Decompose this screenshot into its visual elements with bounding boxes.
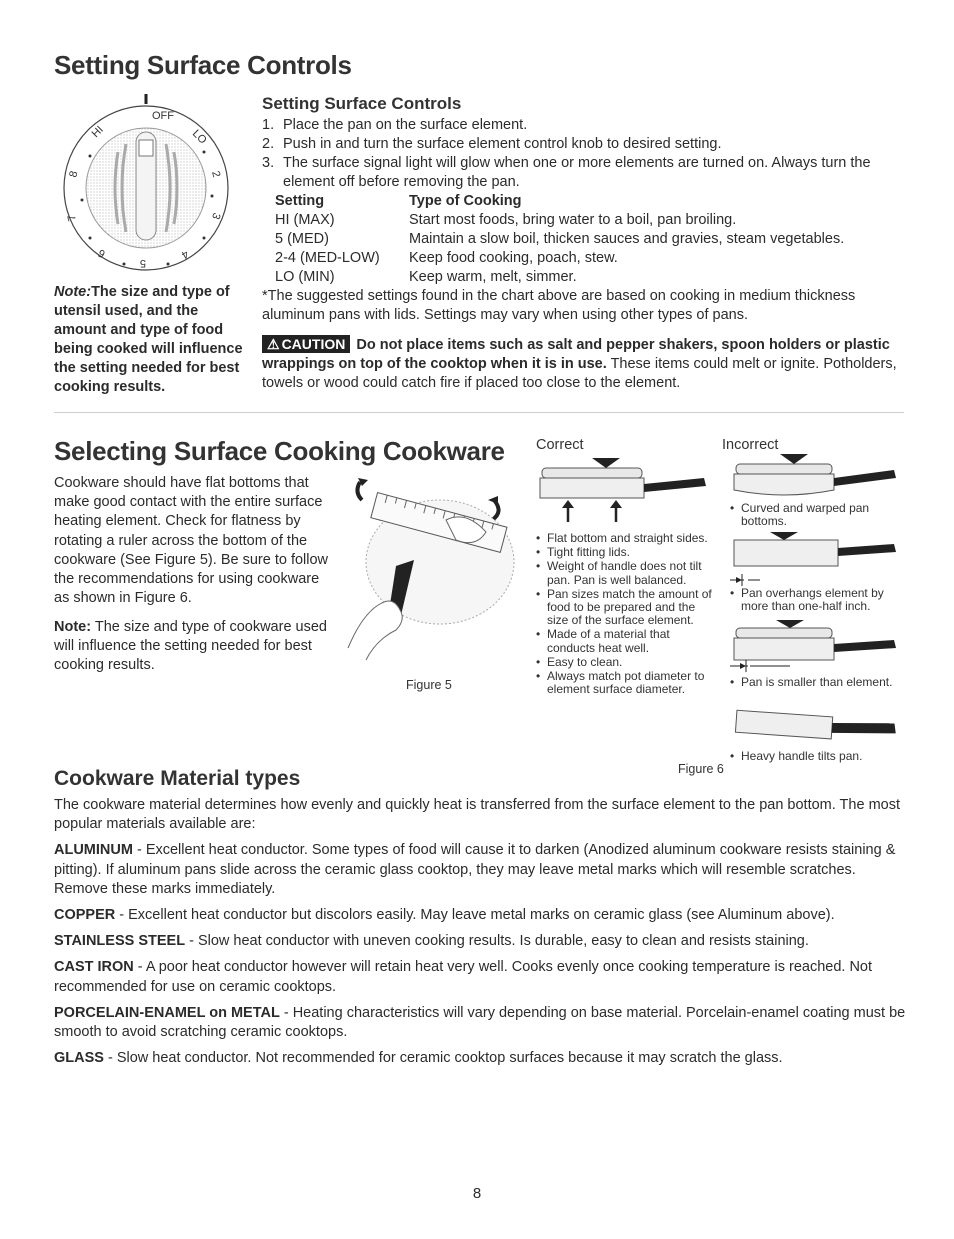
step-item: 2. Push in and turn the surface element control knob to desired setting. — [262, 136, 722, 152]
table-row: 5 (MED) Maintain a slow boil, thicken sauces and gravies, steam vegetables. — [275, 231, 845, 247]
material-porcelain-enamel: PORCELAIN-ENAMEL on METAL - Heating characteristics will vary depending on base material. Porcelain-enamel coating must be smooth to avoid scratching ceramic cooktops. — [54, 1004, 906, 1041]
incorrect-pan-overhang-illustration — [730, 530, 900, 586]
setting-steps-list — [262, 116, 902, 192]
list-item: • Weight of handle does not tilt pan. Pan is well balanced. — [536, 560, 714, 586]
step-item: 1. Place the pan on the surface element. — [262, 117, 528, 133]
knob-label-2: 2 — [209, 169, 223, 179]
incorrect-pan-warped-illustration — [730, 452, 900, 500]
incorrect-item-1 — [730, 502, 900, 529]
cookware-intro-paragraph: Cookware should have flat bottoms that make good contact with the entire surface heating element. Check for flatness by rotating a ruler across the bottom of the cookware (See Figure 5). Be sure to follow the recommendations for using cookware as shown in Figure 6. — [54, 475, 329, 607]
warning-icon: ⚠ — [267, 336, 280, 352]
material-stainless-steel: STAINLESS STEEL - Slow heat conductor with uneven cooking results. Is durable, easy to clean and resists staining. — [54, 933, 809, 950]
material-aluminum: ALUMINUM - Excellent heat conductor. Some types of food will cause it to darken (Anodized aluminum cookware resists staining & pitting). If aluminum pans slide across the ceramic glass cooktop, they may leave metal marks which will resemble scratches. Remove these marks immediately. — [54, 842, 896, 897]
setting-steps-block — [262, 116, 902, 393]
caution-block — [262, 335, 902, 393]
table-row: HI (MAX) Start most foods, bring water to a boil, pan broiling. — [275, 212, 737, 228]
list-item: • Pan sizes match the amount of food to be prepared and the size of the surface element. — [536, 588, 714, 628]
list-item: • Tight fitting lids. — [536, 546, 714, 559]
knob-label-5: 5 — [139, 257, 146, 269]
knob-label-6: 6 — [96, 246, 108, 260]
figure5-label: Figure 5 — [406, 678, 452, 692]
step-item: 3. The surface signal light will glow when one or more elements are turned on. Always turn the element off before removing the pan. — [262, 155, 871, 190]
caution-text: These items could melt or ignite. Potholders, towels or wood could catch fire if placed too close to the element. — [262, 356, 897, 391]
setting-table-header: Setting Type of Cooking — [275, 193, 522, 209]
knob-label-4: 4 — [179, 247, 191, 261]
section-title-selecting-cookware: Selecting Surface Cooking Cookware — [54, 436, 505, 466]
figure6-label: Figure 6 — [678, 762, 724, 776]
caution-bold-text: Do not place items such as salt and pepper shakers, spoon holders or plastic wrappings on top of the cooktop when it is in use. — [262, 337, 890, 372]
correct-list — [536, 532, 714, 697]
table-row: LO (MIN) Keep warm, melt, simmer. — [275, 269, 577, 285]
knob-label-lo: LO — [189, 127, 209, 147]
material-cast-iron: CAST IRON - A poor heat conductor however will retain heat very well. Cooks evenly once cooking temperature is reached. Not recommended for use on ceramic cooktops. — [54, 959, 873, 995]
knob-label-7: 7 — [65, 213, 79, 223]
subsection-title-setting-surface-controls: Setting Surface Controls — [262, 94, 462, 113]
incorrect-item-4 — [730, 750, 900, 764]
figure5-ruler-illustration — [336, 470, 522, 670]
list-item: • Heavy handle tilts pan. — [730, 750, 900, 763]
incorrect-heading: Incorrect — [722, 437, 779, 453]
section-divider — [54, 412, 904, 413]
setting-table — [262, 192, 902, 287]
caution-badge: ⚠ CAUTION — [262, 335, 350, 353]
material-glass: GLASS - Slow heat conductor. Not recommended for ceramic cooktop surfaces because it may scratch the glass. — [54, 1050, 783, 1067]
page-number: 8 — [472, 1185, 482, 1202]
correct-pan-illustration — [536, 456, 716, 526]
control-knob-illustration — [60, 92, 232, 274]
list-item: • Curved and warped pan bottoms. — [730, 502, 900, 528]
knob-note: Note:The size and type of utensil used, and the amount and type of food being cooked will influence the setting needed for best cooking results. — [54, 284, 243, 395]
list-item: • Made of a material that conducts heat well. — [536, 628, 714, 654]
correct-heading: Correct — [536, 437, 584, 453]
material-copper: COPPER - Excellent heat conductor but discolors easily. May leave metal marks on ceramic glass (see Aluminum above). — [54, 907, 835, 924]
material-types-block — [54, 796, 906, 1068]
list-item: • Pan overhangs element by more than one-half inch. — [730, 587, 900, 613]
list-item: • Flat bottom and straight sides. — [536, 532, 714, 545]
incorrect-item-2 — [730, 587, 900, 614]
list-item: • Easy to clean. — [536, 656, 714, 669]
list-item: • Always match pot diameter to element surface diameter. — [536, 670, 714, 696]
knob-label-8: 8 — [67, 169, 81, 179]
section-title-cookware-material-types: Cookware Material types — [54, 767, 301, 790]
knob-label-hi: HI — [89, 123, 106, 141]
incorrect-item-3 — [730, 676, 900, 690]
table-row: 2-4 (MED-LOW) Keep food cooking, poach, stew. — [275, 250, 618, 266]
cookware-note: Note: The size and type of cookware used will influence the setting needed for best cooking results. — [54, 619, 327, 674]
list-item: • Pan is smaller than element. — [730, 676, 900, 689]
settings-footnote: *The suggested settings found in the chart above are based on cooking in medium thickness aluminum pans with lids. Settings may vary when using other types of pans. — [262, 288, 856, 323]
knob-label-3: 3 — [209, 210, 223, 221]
material-intro: The cookware material determines how evenly and quickly heat is transferred from the surface element to the pan bottom. The most popular materials available are: — [54, 797, 900, 833]
incorrect-pan-tilted-illustration — [730, 708, 900, 744]
knob-label-off: OFF — [152, 110, 174, 122]
incorrect-pan-small-illustration — [730, 618, 900, 672]
knob-pointer — [139, 140, 153, 156]
section-title-setting-surface-controls: Setting Surface Controls — [54, 50, 352, 80]
